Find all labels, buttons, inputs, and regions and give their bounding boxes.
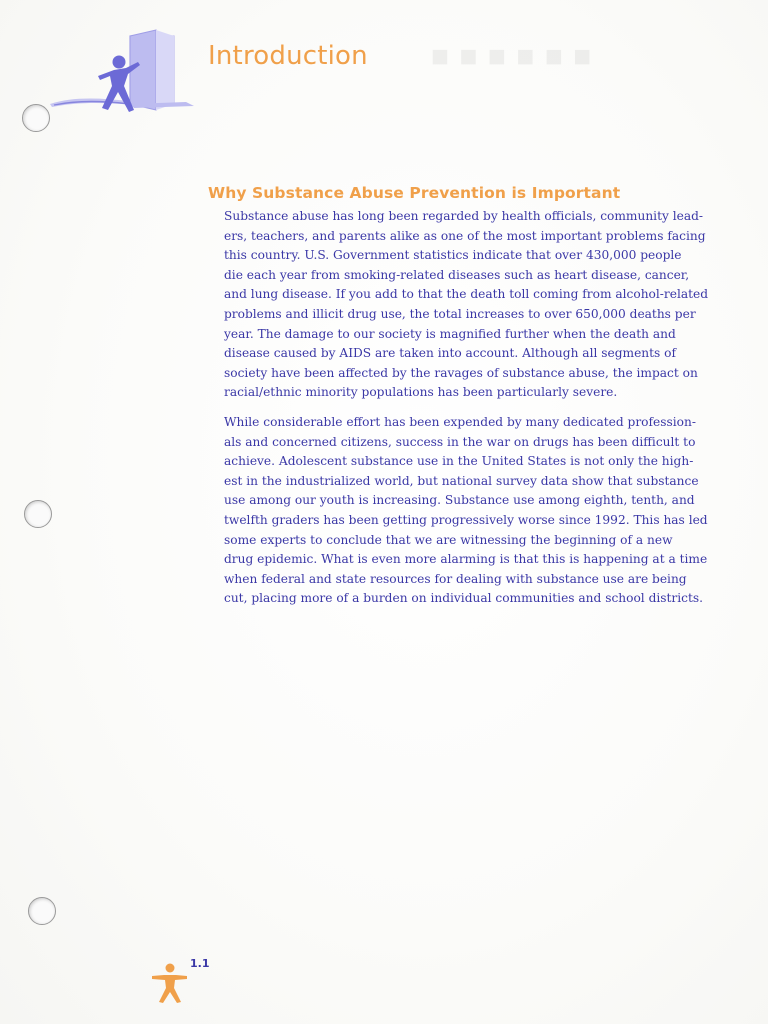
- text-line: when federal and state resources for dealing with substance use are being: [224, 571, 687, 586]
- text-line: this country. U.S. Government statistics indicate that over 430,000 people: [224, 248, 682, 263]
- text-line: disease caused by AIDS are taken into account. Although all segments of: [224, 346, 677, 361]
- page-number: 1.1: [190, 957, 210, 970]
- bleed-through-text: ■ ■ ■ ■ ■ ■: [430, 40, 592, 73]
- text-line: ers, teachers, and parents alike as one of the most important problems facing: [224, 228, 706, 243]
- section-heading: Why Substance Abuse Prevention is Important: [208, 184, 621, 202]
- text-line: society have been affected by the ravages of substance abuse, the impact on: [224, 365, 698, 380]
- text-line: twelfth graders has been getting progressively worse since 1992. This has led: [224, 512, 708, 527]
- text-line: drug epidemic. What is even more alarming is that this is happening at a time: [224, 552, 708, 567]
- section-body: [224, 207, 730, 619]
- text-line: Substance abuse has long been regarded by health officials, community lead-: [224, 209, 704, 223]
- punch-hole-middle: [24, 500, 52, 528]
- text-line: cut, placing more of a burden on individual communities and school districts.: [224, 591, 704, 606]
- figure-opening-door-icon: [44, 26, 194, 126]
- text-line: While considerable effort has been expended by many dedicated profession-: [224, 414, 696, 429]
- page-title: Introduction: [208, 41, 368, 71]
- paragraph: [224, 413, 730, 609]
- text-line: racial/ethnic minority populations has been particularly severe.: [224, 385, 618, 400]
- text-line: and lung disease. If you add to that the death toll coming from alcohol-related: [224, 287, 709, 302]
- text-line: achieve. Adolescent substance use in the United States is not only the high-: [224, 454, 694, 469]
- text-line: est in the industrialized world, but national survey data show that substance: [224, 473, 699, 488]
- text-line: year. The damage to our society is magnified further when the death and: [224, 326, 676, 341]
- paragraph: [224, 207, 730, 403]
- text-line: use among our youth is increasing. Substance use among eighth, tenth, and: [224, 493, 695, 508]
- person-figure-icon: [150, 962, 188, 1004]
- text-line: die each year from smoking-related diseases such as heart disease, cancer,: [224, 267, 690, 282]
- text-line: problems and illicit drug use, the total increases to over 650,000 deaths per: [224, 306, 696, 321]
- text-line: some experts to conclude that we are witnessing the beginning of a new: [224, 532, 673, 547]
- punch-hole-bottom: [28, 897, 56, 925]
- text-line: als and concerned citizens, success in the war on drugs has been difficult to: [224, 434, 696, 449]
